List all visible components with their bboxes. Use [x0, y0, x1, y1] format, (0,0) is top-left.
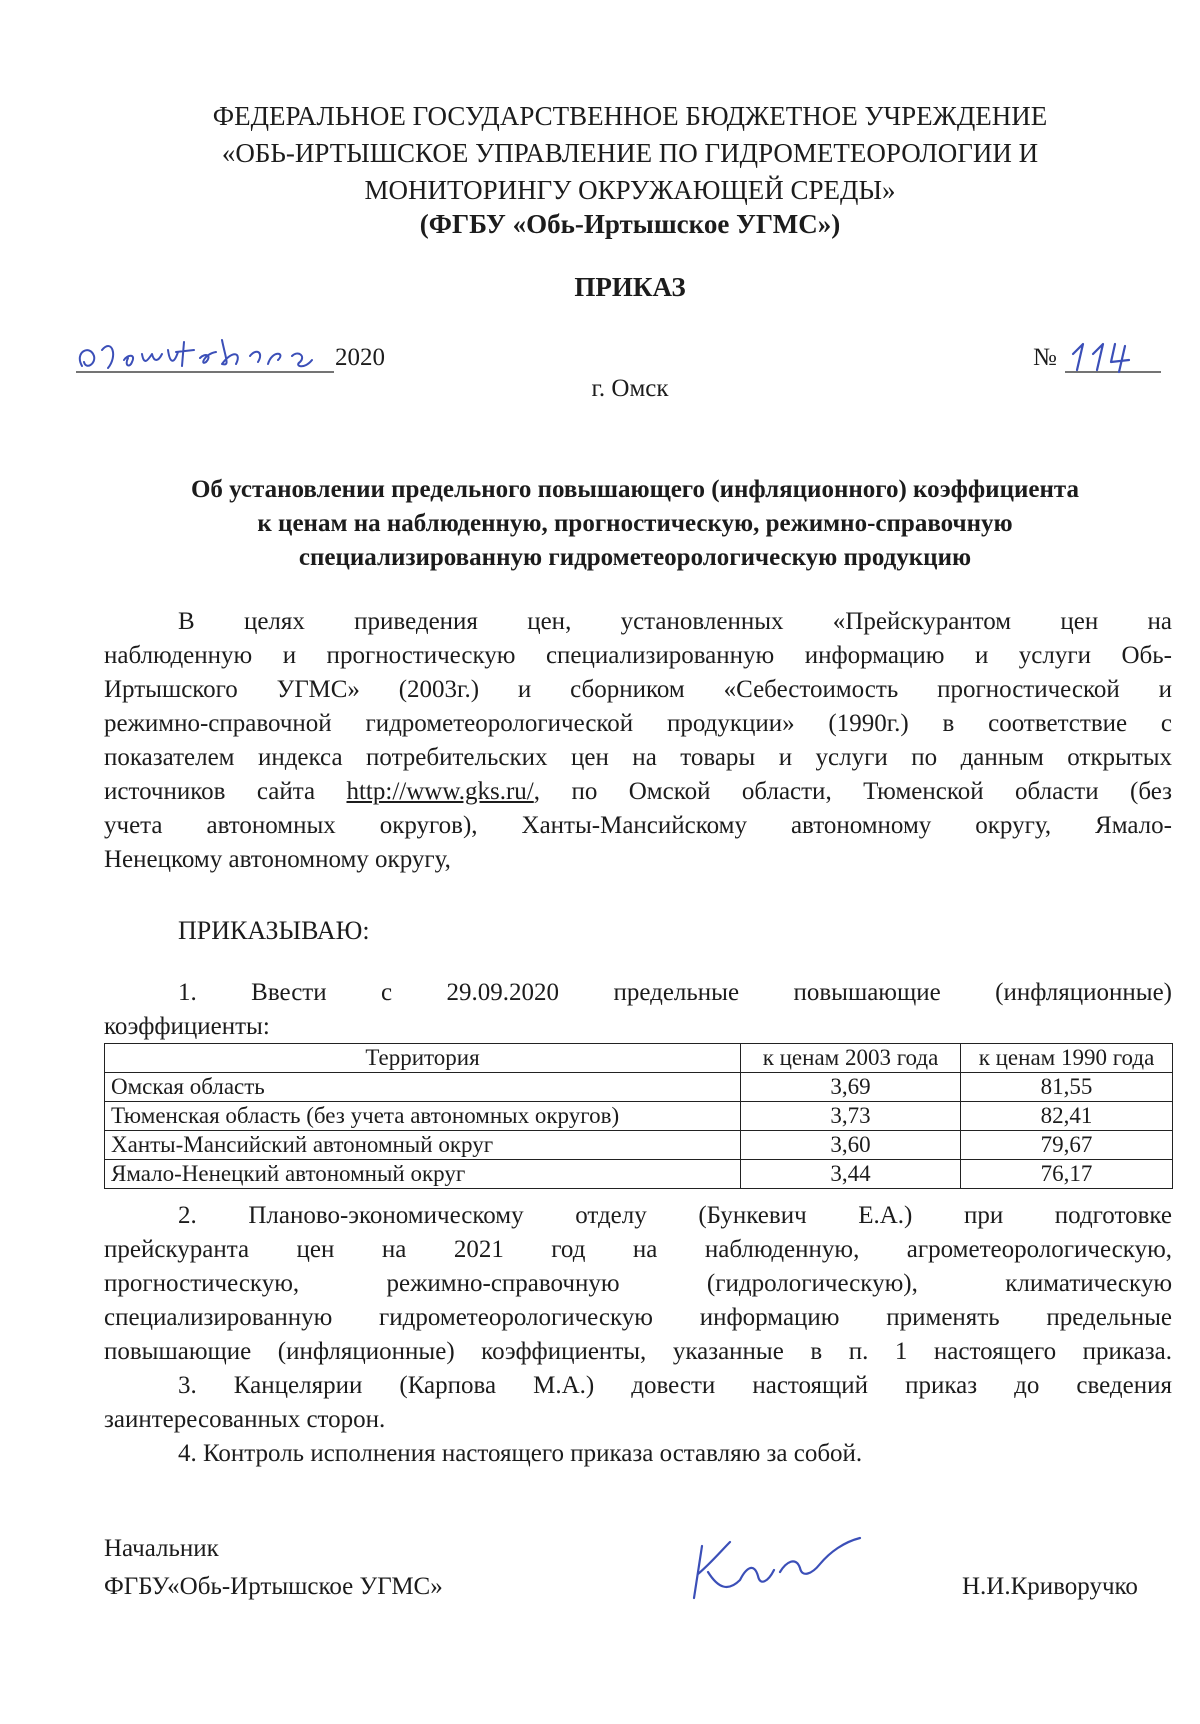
coef-2003-cell: 3,60: [741, 1131, 961, 1160]
preamble-text: по Омской области, Тюменской области (без: [571, 778, 1173, 805]
preamble-line-4: режимно-справочной гидрометеорологической продукции» (1990г.) в соответствие с: [104, 710, 1172, 737]
order-title-line-1: Об установлении предельного повышающего (инфляционного) коэффициента: [190, 476, 1079, 503]
org-name-line-1: ФЕДЕРАЛЬНОЕ ГОСУДАРСТВЕННОЕ БЮДЖЕТНОЕ УЧРЕЖДЕНИЕ: [212, 101, 1048, 131]
item-3-line-1: 3. Канцелярии (Карпова М.А.) довести настоящий приказ до сведения: [178, 1372, 1172, 1399]
order-directive: ПРИКАЗЫВАЮ:: [178, 916, 370, 945]
table-row: [105, 1160, 1173, 1189]
gks-link[interactable]: http://www.gks.ru/: [346, 778, 534, 805]
signatory-position: Начальник: [104, 1535, 219, 1562]
coef-1990-cell: 81,55: [961, 1073, 1173, 1102]
handwritten-date: [72, 330, 342, 378]
coef-2003-cell: 3,44: [741, 1160, 961, 1189]
table-row: [105, 1073, 1173, 1102]
column-header: Территория: [105, 1044, 741, 1073]
order-number: [1033, 330, 1173, 378]
territory-cell: Омская область: [105, 1073, 741, 1102]
document-type: ПРИКАЗ: [574, 272, 686, 302]
order-date: [72, 330, 392, 378]
item-2-line-5: повышающие (инфляционные) коэффициенты, указанные в п. 1 настоящего приказа.: [104, 1338, 1172, 1365]
order-title-line-3: специализированную гидрометеорологическую продукцию: [298, 544, 972, 571]
preamble-line-3: Иртышского УГМС» (2003г.) и сборником «Себестоимость прогностической и: [104, 676, 1172, 703]
coef-2003-cell: 3,69: [741, 1073, 961, 1102]
preamble-line-5: показателем индекса потребительских цен на товары и услуги по данным открытых: [104, 744, 1172, 771]
handwritten-signature: [688, 1528, 868, 1608]
item-2-line-3: прогностическую, режимно-справочную (гидрологическую), климатическую: [104, 1270, 1172, 1297]
table-row: [105, 1102, 1173, 1131]
org-short-name: (ФГБУ «Обь-Иртышское УГМС»): [419, 209, 841, 239]
preamble-line-1: В целях приведения цен, установленных «Прейскурантом цен на: [178, 608, 1172, 635]
order-year: 2020: [335, 344, 385, 371]
table-header-row: [105, 1044, 1173, 1073]
coef-1990-cell: 76,17: [961, 1160, 1173, 1189]
preamble-line-2: наблюденную и прогностическую специализированную информацию и услуги Обь-: [104, 642, 1172, 669]
territory-cell: Ханты-Мансийский автономный округ: [105, 1131, 741, 1160]
coef-2003-cell: 3,73: [741, 1102, 961, 1131]
item-2-line-2: прейскуранта цен на 2021 год на наблюденную, агрометеорологическую,: [104, 1236, 1172, 1263]
preamble-line-7: учета автономных округов), Ханты-Мансийскому автономному округу, Ямало-: [104, 812, 1172, 839]
territory-cell: Ямало-Ненецкий автономный округ: [105, 1160, 741, 1189]
signatory-organization: ФГБУ«Обь-Иртышское УГМС»: [104, 1573, 443, 1600]
column-header: к ценам 2003 года: [741, 1044, 961, 1073]
preamble-text: источников сайта: [104, 778, 316, 805]
coefficient-table: [104, 1043, 1173, 1189]
order-title-line-2: к ценам на наблюденную, прогностическую, режимно-справочную: [257, 510, 1013, 537]
item-1-line-2: коэффициенты:: [104, 1013, 270, 1040]
city: г. Омск: [591, 375, 669, 402]
item-2-line-1: 2. Планово-экономическому отделу (Бункевич Е.А.) при подготовке: [178, 1202, 1172, 1229]
table-row: [105, 1131, 1173, 1160]
item-1-line-1: 1. Ввести с 29.09.2020 предельные повышающие (инфляционные): [178, 979, 1172, 1006]
coef-1990-cell: 82,41: [961, 1102, 1173, 1131]
item-2-line-4: специализированную гидрометеорологическую информацию применять предельные: [104, 1304, 1172, 1331]
column-header: к ценам 1990 года: [961, 1044, 1173, 1073]
handwritten-number: [1063, 330, 1163, 378]
number-sign: №: [1033, 344, 1057, 371]
item-3-line-2: заинтересованных сторон.: [104, 1406, 386, 1433]
coef-1990-cell: 79,67: [961, 1131, 1173, 1160]
preamble-line-6: источников сайта http://www.gks.ru/, по Омской области, Тюменской области (без: [104, 778, 1173, 805]
item-4: 4. Контроль исполнения настоящего приказа оставляю за собой.: [178, 1440, 863, 1467]
territory-cell: Тюменская область (без учета автономных округов): [105, 1102, 741, 1131]
signatory-name: Н.И.Криворучко: [962, 1573, 1138, 1600]
org-name-line-3: МОНИТОРИНГУ ОКРУЖАЮЩЕЙ СРЕДЫ»: [364, 175, 896, 205]
preamble-line-8: Ненецкому автономному округу,: [104, 846, 451, 873]
org-name-line-2: «ОБЬ-ИРТЫШСКОЕ УПРАВЛЕНИЕ ПО ГИДРОМЕТЕОРОЛОГИИ И: [221, 138, 1039, 168]
